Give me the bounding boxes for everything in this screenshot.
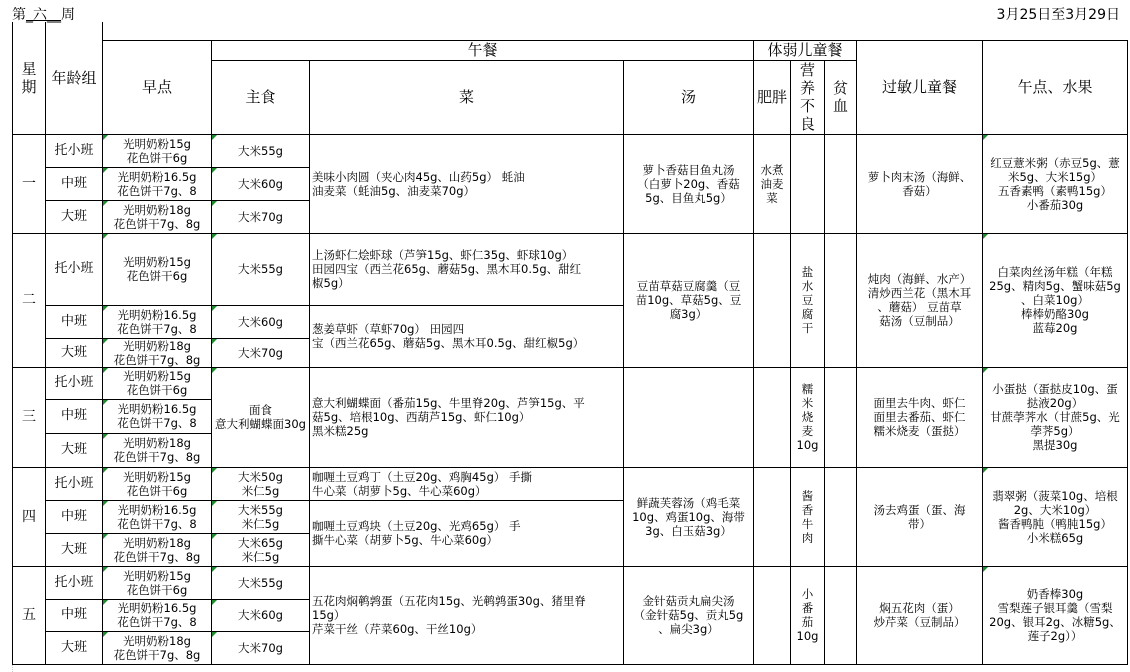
text-line: 光明奶粉15g [123,469,191,484]
header-lunch: 午餐 [212,40,754,60]
text-line: 光明奶粉16.5g [117,402,197,416]
text-line: 大米60g [238,176,283,191]
age-group-cell: 托小班 [46,233,103,305]
text-line: 光明奶粉18g [123,202,191,217]
text-line: 菜 [766,190,778,205]
header-weak-children: 体弱儿童餐 [754,40,857,60]
text-line: 宝（西兰花65g、蘑菇5g、黑木耳0.5g、甜红椒5g） [312,336,585,350]
text-line: 光明奶粉16.5g [117,169,197,184]
soup-cell [624,566,754,664]
text-line: 大米55g [238,502,283,517]
age-group-cell: 中班 [46,305,103,338]
text-line: 黑提30g [1032,438,1078,452]
text-line: 大米50g [238,469,283,484]
text-line: 花色饼干7g、8 [117,321,197,336]
malnutrition-cell [791,367,825,467]
text-line: 麦 [801,424,814,438]
text-line: 豆苗草菇豆腐羹（豆 [636,279,741,293]
text-line: 花色饼干7g、8g [113,352,201,367]
breakfast-cell [103,500,212,533]
text-line: 蓝莓20g [1032,321,1078,335]
header-allergy: 过敏儿童餐 [857,40,983,134]
text-line: 翡翠粥（菠菜10g、培根 [992,488,1118,503]
age-group-cell: 中班 [46,500,103,533]
text-line: 汤去鸡蛋（蛋、海 [873,502,966,517]
age-group-cell: 大班 [46,533,103,566]
age-group-cell: 托小班 [46,367,103,399]
text-line: 酱 [801,488,814,503]
age-group-cell: 大班 [46,631,103,664]
obese-cell [754,233,791,367]
breakfast-cell [103,599,212,631]
text-line: 米仁5g [241,549,280,564]
breakfast-cell [103,233,212,305]
dish-cell-top [310,233,624,305]
header-soup: 汤 [624,60,754,134]
text-line: 光明奶粉15g [123,136,191,151]
text-line: 牛 [801,516,814,531]
text-line: 光明奶粉16.5g [117,502,197,517]
obese-cell [754,367,791,467]
text-line: 大米60g [238,608,283,622]
text-line: 牛心菜（胡萝卜5g、牛心菜60g） [312,483,487,498]
text-line: 挞液20g） [1026,396,1084,410]
text-line: 3g、白玉菇3g） [645,523,732,538]
text-line: 豆 [801,293,814,307]
text-line: 光明奶粉18g [123,535,191,550]
anemia-cell [825,367,857,467]
text-line: 、蘑菇） 豆苗草 [877,300,962,314]
text-line: 米 [801,396,814,410]
snack-fruit-cell [983,367,1128,467]
snack-fruit-cell [983,233,1128,367]
week-title: 第_六__周 [12,7,75,23]
text-line: 撕牛心菜（胡萝卜5g、牛心菜60g） [312,533,499,547]
malnutrition-cell [791,134,825,233]
text-line: 花色饼干6g [126,150,188,165]
text-line: 干 [801,321,814,335]
staple-cell [212,200,310,233]
malnutrition-cell [791,233,825,367]
dish-cell-bottom [310,305,624,367]
allergy-cell [857,367,983,467]
day-cell: 三 [13,367,46,467]
text-line: 肉 [801,530,814,545]
breakfast-cell [103,467,212,500]
malnutrition-cell [791,566,825,664]
text-line: 25g、精肉5g、蟹味菇5g [989,279,1121,293]
dish-cell [310,134,624,233]
text-line: 香 [801,502,814,517]
staple-cell [212,566,310,599]
text-line: 花色饼干7g、8g [113,549,201,564]
text-line: 大米70g [238,209,283,224]
header-day: 星 期 [13,22,46,134]
text-line: 带） [908,516,931,531]
text-line: 花色饼干7g、8 [117,183,197,198]
allergy-cell [857,233,983,367]
staple-cell [212,338,310,367]
text-line: 大米70g [238,345,283,360]
text-line: 光明奶粉16.5g [117,307,197,322]
text-line: 椒5g） [312,276,350,290]
text-line: 意大利蝴蝶面30g [215,417,306,431]
text-line: 光明奶粉15g [123,568,191,583]
text-line: 20g、银耳2g、冰糖5g、 [989,615,1121,629]
text-line: 小蛋挞（蛋挞皮10g、蛋 [992,382,1118,396]
text-line: 雪梨莲子银耳羹（雪梨 [997,601,1113,615]
age-group-cell: 托小班 [46,467,103,500]
text-line: 番 [801,601,814,615]
header-dish: 菜 [310,60,624,134]
text-line: 大米55g [238,143,283,158]
text-line: 大米65g [238,535,283,550]
age-group-cell: 大班 [46,433,103,467]
obese-cell [754,134,791,233]
text-line: 荸荠5g） [1030,424,1080,438]
allergy-cell [857,134,983,233]
breakfast-cell [103,200,212,233]
breakfast-cell [103,305,212,338]
text-line: 米仁5g [241,483,280,498]
text-line: 大米55g [238,575,283,590]
staple-cell [212,233,310,305]
breakfast-cell [103,134,212,167]
text-line: 米5g、大米15g） [1007,169,1103,184]
staple-cell [212,533,310,566]
text-line: 10g、鸡蛋10g、海带 [632,509,745,524]
text-line: 面食 [249,403,272,417]
text-line: 小番茄30g [1026,197,1084,212]
header-malnutrition: 营 养 不 良 [791,60,825,134]
text-line: 葱姜草虾（草虾70g） 田园四 [312,322,465,336]
text-line: 米仁5g [241,516,280,531]
text-line: 清炒西兰花（黑木耳 [867,286,972,300]
text-line: 莲子2g）） [1027,629,1083,643]
text-line: 光明奶粉15g [123,369,191,383]
text-line: 小米糕65g [1026,530,1084,545]
text-line: 美味小肉圆（夹心肉45g、山药5g） 蚝油 [312,169,525,184]
text-line: 花色饼干7g、8 [117,416,197,430]
text-line: 、白菜10g） [1021,293,1089,307]
header-blank-row [103,22,1128,40]
header-breakfast: 早点 [103,40,212,134]
text-line: 水 [801,279,814,293]
text-line: 花色饼干7g、8 [117,615,197,629]
text-line: 萝卜肉末汤（海鲜、 [867,169,972,184]
text-line: 花色饼干6g [126,269,188,283]
text-line: 光明奶粉15g [123,255,191,269]
soup-cell [624,134,754,233]
text-line: （金针菇5g、贡丸5g [633,608,744,622]
text-line: 炒芹菜（豆制品） [873,615,966,629]
text-line: 五香素鸭（素鸭15g） [998,183,1112,198]
text-line: 甘蔗荸荠水（甘蔗5g、光 [990,410,1120,424]
weekly-menu-table [12,22,1128,665]
age-group-cell: 大班 [46,338,103,367]
header-obese: 肥胖 [754,60,791,134]
text-line: 光明奶粉16.5g [117,601,197,615]
text-line: 5g、目鱼丸5g） [645,190,732,205]
text-line: 大米60g [238,314,283,329]
header-age-group: 年龄组 [46,22,103,134]
text-line: 酱香鸭肫（鸭肫15g） [998,516,1112,531]
dish-cell [310,367,624,467]
staple-cell [212,599,310,631]
sheet-top-line [0,0,1130,22]
text-line: 白菜肉丝汤年糕（年糕 [997,265,1113,279]
age-group-cell: 托小班 [46,134,103,167]
text-line: 糯 [801,382,814,396]
obese-cell [754,467,791,566]
dish-cell [310,566,624,664]
text-line: 花色饼干7g、8g [113,450,201,464]
text-line: 花色饼干7g、8 [117,516,197,531]
text-line: 水煮 [760,162,784,177]
soup-cell [624,367,754,467]
text-line: 田园四宝（西兰花65g、蘑菇5g、黑木耳0.5g、甜红 [312,262,582,276]
text-line: 花色饼干6g [126,483,188,498]
text-line: 腐 [801,307,814,321]
anemia-cell [825,467,857,566]
text-line: 15g） [312,608,346,622]
anemia-cell [825,566,857,664]
text-line: 油麦 [760,176,784,191]
soup-cell [624,233,754,367]
text-line: 焖五花肉（蛋） [879,601,960,615]
header-staple: 主食 [212,60,310,134]
text-line: 奶香棒30g [1026,587,1084,601]
staple-cell [212,167,310,200]
text-line: 菇汤（豆制品） [879,314,960,328]
text-line: 黑米糕25g [312,424,369,438]
text-line: 油麦菜（蚝油5g、油麦菜70g） [312,183,476,198]
header-snack-fruit: 午点、水果 [983,40,1128,134]
staple-cell [212,305,310,338]
day-cell: 五 [13,566,46,664]
staple-cell [212,134,310,167]
age-group-cell: 中班 [46,599,103,631]
text-line: 面里去牛肉、虾仁 [873,396,966,410]
text-line: 棒棒奶酪30g [1021,307,1089,321]
text-line: 红豆薏米粥（赤豆5g、薏 [990,155,1120,170]
breakfast-cell [103,367,212,399]
text-line: 花色饼干6g [126,383,188,397]
age-group-cell: 中班 [46,399,103,433]
breakfast-cell [103,433,212,467]
text-line: 10g [796,629,819,643]
snack-fruit-cell [983,566,1128,664]
text-line: 糯米烧麦（蛋挞） [873,424,966,438]
age-group-cell: 托小班 [46,566,103,599]
text-line: 金针菇贡丸扁尖汤 [642,594,735,608]
staple-cell [212,500,310,533]
breakfast-cell [103,631,212,664]
text-line: 小 [801,587,814,601]
text-line: 意大利蝴蝶面（番茄15g、牛里脊20g、芦笋15g、平 [312,396,585,410]
breakfast-cell [103,399,212,433]
day-cell: 一 [13,134,46,233]
text-line: 花色饼干7g、8g [113,216,201,231]
text-line: 苗10g、草菇5g、豆 [635,293,742,307]
text-line: 光明奶粉18g [123,633,191,648]
text-line: 、扁尖3g） [658,622,719,636]
text-line: （白萝卜20g、香菇 [637,176,740,191]
text-line: 萝卜香菇目鱼丸汤 [642,162,735,177]
text-line: 上汤虾仁烩虾球（芦笋15g、虾仁35g、虾球10g） [312,248,574,262]
dish-cell-top [310,467,624,500]
text-line: 2g、大米10g） [1013,502,1097,517]
staple-cell [212,467,310,500]
obese-cell [754,566,791,664]
text-line: 芹菜干丝（芹菜60g、干丝10g） [312,622,483,636]
age-group-cell: 中班 [46,167,103,200]
snack-fruit-cell [983,134,1128,233]
text-line: 鲜蔬芙蓉汤（鸡毛菜 [636,495,741,510]
text-line: 面里去番茄、虾仁 [873,410,966,424]
text-line: 盐 [801,265,814,279]
text-line: 炖肉（海鲜、水产） [867,272,972,286]
text-line: 香菇） [902,183,937,198]
dish-cell-bottom [310,500,624,566]
text-line: 烧 [801,410,814,424]
soup-cell [624,467,754,566]
breakfast-cell [103,338,212,367]
staple-cell [212,367,310,467]
text-line: 腐3g） [669,307,708,321]
breakfast-cell [103,566,212,599]
text-line: 咖喱土豆鸡丁（土豆20g、鸡胸45g） 手撕 [312,469,533,484]
text-line: 大米55g [238,262,283,276]
age-group-cell: 大班 [46,200,103,233]
text-line: 10g [796,438,819,452]
breakfast-cell [103,533,212,566]
text-line: 光明奶粉18g [123,436,191,450]
allergy-cell [857,566,983,664]
text-line: 大米70g [238,640,283,655]
anemia-cell [825,233,857,367]
breakfast-cell [103,167,212,200]
header-anemia: 贫 血 [825,60,857,134]
anemia-cell [825,134,857,233]
text-line: 茄 [801,615,814,629]
staple-cell [212,631,310,664]
allergy-cell [857,467,983,566]
malnutrition-cell [791,467,825,566]
day-cell: 二 [13,233,46,367]
text-line: 花色饼干6g [126,582,188,597]
text-line: 花色饼干7g、8g [113,647,201,662]
date-range: 3月25日至3月29日 [996,7,1120,23]
snack-fruit-cell [983,467,1128,566]
text-line: 五花肉焖鹌鹑蛋（五花肉15g、光鹌鹑蛋30g、猪里脊 [312,594,586,608]
text-line: 咖喱土豆鸡块（土豆20g、光鸡65g） 手 [312,519,521,533]
text-line: 光明奶粉18g [123,338,191,353]
text-line: 菇5g、培根10g、西葫芦15g、虾仁10g） [312,410,531,424]
day-cell: 四 [13,467,46,566]
